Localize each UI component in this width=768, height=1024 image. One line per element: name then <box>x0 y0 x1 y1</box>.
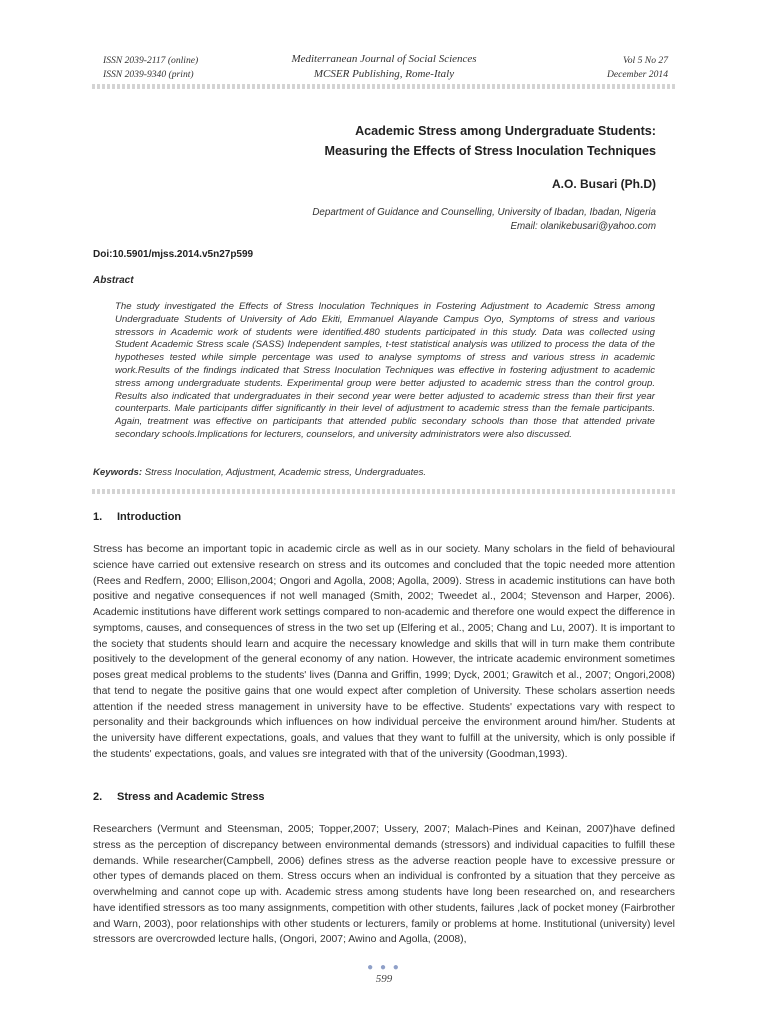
footer-dots: ● ● ● <box>367 962 401 973</box>
keywords-line <box>93 467 426 478</box>
author-email: Email: olanikebusari@yahoo.com <box>510 221 656 232</box>
abstract-text: The study investigated the Effects of Stress Inoculation Techniques in Fostering Adjustment to Academic Stress among Undergraduate Students of University of Ado Ekiti, Emmanuel Alayande Campus Oyo, Symptoms of stress and various stressors in Academic work of students were identified.480 students participated in this study. Data was collected using Student Academic Stress scale (SASS) Independent samples, t-test statistical analysis was utilized to process the data of the hypotheses tested while simple percentage was used to analyse symptoms of stress and various stress in academic work.Results of the findings indicated that Stress Inoculation Techniques was effective in fostering adjustment to academic stress among undergraduate students. Experimental group were better adjusted to academic stress than the control group. Results also indicated that undergraduates in their second year were better adjusted to academic stress than their first year counterparts. Male participants differ significantly in their level of adjustment to academic stress than the female participants. Again, treatment was effective on participants that attended public secondary schools than those that attended private secondary schools.Implications for lecturers, counselors, and university administrators were also discussed. <box>115 301 655 440</box>
section-number: 2. <box>93 791 103 803</box>
issue-date: December 2014 <box>606 69 668 80</box>
author-name: A.O. Busari (Ph.D) <box>551 177 656 191</box>
page-number: 599 <box>375 973 393 985</box>
keywords-label: Keywords: <box>93 467 143 478</box>
affiliation-block <box>312 206 656 234</box>
section-heading-introduction <box>93 511 181 523</box>
publisher: MCSER Publishing, Rome-Italy <box>313 68 455 80</box>
abstract-heading: Abstract <box>93 275 134 286</box>
journal-name: Mediterranean Journal of Social Sciences <box>291 53 477 65</box>
paper-title <box>325 121 656 161</box>
introduction-paragraph: Stress has become an important topic in academic circle as well as in our society. Many scholars in the field of behavioural science have carried out extensive research on stress and its outcomes and concluded that the topic needed more attention (Rees and Redfern, 2000; Ellison,2004; Ongori and Agolla, 2008; Agolla, 2009). Stress in academic institutions can have both positive and negative consequences if not well managed (Smith, 2002; Tweedet al., 2004; Stevenson and Harper, 2006). Academic institutions have different work settings compared to non-academic and therefore one would expect the difference in symptoms, causes, and consequences of stress in the two set up (Elfering et al., 2005; Chang and Lu, 2007). It is important to the society that students should learn and acquire the necessary knowledge and skills that will in turn make them contribute positively to the development of the general economy of any nation. However, the intricate academic environment sometimes poses great medical problems to the students' lives (Danna and Griffin, 1999; Dyck, 2001; Grawitch et al., 2007; Ongori,2008) that tend to negate the positive gains that one would expect after completion of University. These scholars assertion needs attention if the needed stress management in university have to be effective. Students' expectations vary with respect to personality and their backgrounds which influences on how individual perceive the environment around him/her. Students at the university have different expectations, goals, and values that they want to fulfill at the university, which is only possible if the students' expectations, goals, and values sre integrated with that of the university (Goodman,1993). <box>93 544 675 760</box>
issn-online: ISSN 2039-2117 (online) <box>103 55 199 66</box>
volume-block <box>607 54 668 82</box>
title-line-1: Academic Stress among Undergraduate Students: <box>355 124 656 138</box>
abstract-divider <box>92 489 677 494</box>
running-header <box>0 52 768 82</box>
issn-print: ISSN 2039-9340 (print) <box>103 69 194 80</box>
doi: Doi:10.5901/mjss.2014.v5n27p599 <box>93 249 254 260</box>
affiliation: Department of Guidance and Counselling, University of Ibadan, Ibadan, Nigeria <box>312 207 656 218</box>
title-line-2: Measuring the Effects of Stress Inoculation Techniques <box>324 144 656 158</box>
section-number: 1. <box>93 511 103 523</box>
section-heading-stress <box>93 791 265 803</box>
section-title: Stress and Academic Stress <box>117 791 265 803</box>
volume: Vol 5 No 27 <box>622 55 668 66</box>
keywords-list: Stress Inoculation, Adjustment, Academic stress, Undergraduates. <box>142 467 427 478</box>
header-divider <box>92 84 677 89</box>
stress-paragraph: Researchers (Vermunt and Steensman, 2005; Topper,2007; Ussery, 2007; Malach-Pines and Keinan, 2007)have defined stress as the perception of discrepancy between environmental demands (stressors) and individual capacities to fulfill these demands. While researcher(Campbell, 2006) defines stress as the adverse reaction people have to excessive pressure or other types of demands placed on them. Stress occurs when an individual is confronted by a situation that they perceive as overwhelming and cannot cope up with. Academic stress among students have long been researched on, and researchers have identified stressors as too many assignments, competition with other students, failures ,lack of pocket money (Fairbrother and Warn, 2003), poor relationships with other students or lecturers, family or problems at home. Institutional (university) level stressors are overcrowded lecture halls, (Ongori, 2007; Awino and Agolla, (2008), <box>93 824 675 946</box>
section-title: Introduction <box>117 511 182 523</box>
